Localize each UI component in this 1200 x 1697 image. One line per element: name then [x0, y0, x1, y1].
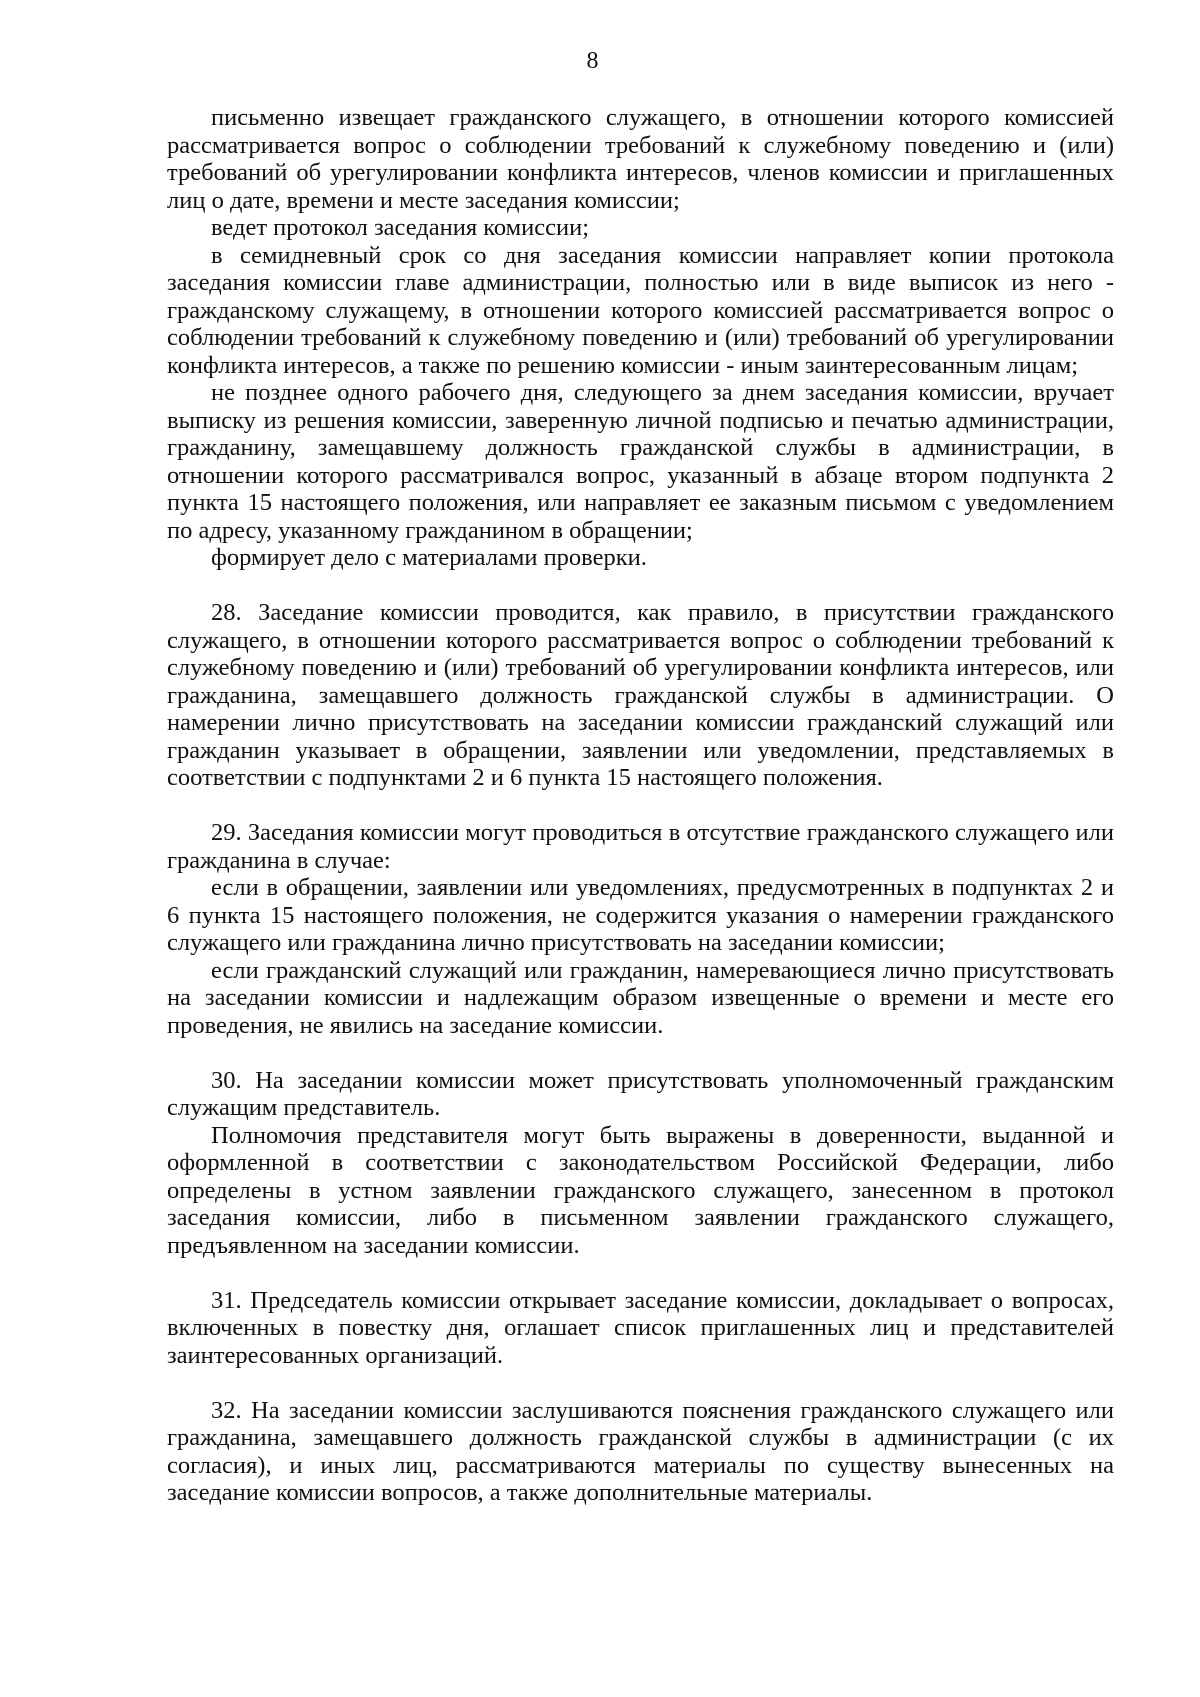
clause-29-case-2: если гражданский служащий или гражданин, намеревающиеся лично присутствовать на заседании комиссии и надлежащим образом извещенные о времени и месте его проведения, не явились на заседание комиссии. — [167, 956, 1114, 1039]
clause-32: 32. На заседании комиссии заслушиваются пояснения гражданского служащего или гражданина, замещавшего должность гражданской службы в администрации (с их согласия), и иных лиц, рассматриваются материалы по существу вынесенных на заседание комиссии вопросов, а также дополнительные материалы. — [167, 1396, 1114, 1506]
page-number: 8 — [586, 48, 599, 74]
clause-28: 28. Заседание комиссии проводится, как правило, в присутствии гражданского служащего, в отношении которого рассматривается вопрос о соблюдении требований к служебному поведению и (или) требований об урегулировании конфликта интересов, или гражданина, замещавшего должность гражданской службы в администрации. О намерении лично присутствовать на заседании комиссии гражданский служащий или гражданин указывает в обращении, заявлении или уведомлении, представляемых в соответствии с подпунктами 2 и 6 пункта 15 настоящего положения. — [167, 599, 1114, 791]
paragraph-extract: не позднее одного рабочего дня, следующего за днем заседания комиссии, вручает выписку из решения комиссии, заверенную личной подписью и печатью администрации, гражданину, замещавшему должность гражданской службы в администрации, в отношении которого рассматривался вопрос, указанный в абзаце втором подпункта 2 пункта 15 настоящего положения, или направляет ее заказным письмом с уведомлением по адресу, указанному гражданином в обращении; — [167, 379, 1114, 544]
paragraph-protocol: ведет протокол заседания комиссии; — [211, 214, 590, 241]
clause-30: 30. На заседании комиссии может присутствовать уполномоченный гражданским служащим представитель. — [167, 1066, 1114, 1121]
clause-30-powers: Полномочия представителя могут быть выражены в доверенности, выданной и оформленной в соответствии с законодательством Российской Федерации, либо определены в устном заявлении гражданского служащего, занесенном в протокол заседания комиссии, либо в письменном заявлении гражданского служащего, предъявленном на заседании комиссии. — [167, 1121, 1114, 1259]
document-body — [167, 104, 1114, 1507]
paragraph-copies: в семидневный срок со дня заседания комиссии направляет копии протокола заседания комиссии главе администрации, полностью или в виде выписок из него - гражданскому служащему, в отношении которого комиссией рассматривается вопрос о соблюдении требований к служебному поведению и (или) требований об урегулировании конфликта интересов, а также по решению комиссии - иным заинтересованным лицам; — [167, 241, 1114, 379]
paragraph-notify: письменно извещает гражданского служащего, в отношении которого комиссией рассматривается вопрос о соблюдении требований к служебному поведению и (или) требований об урегулировании конфликта интересов, членов комиссии и приглашенных лиц о дате, времени и месте заседания комиссии; — [167, 104, 1114, 214]
clause-31: 31. Председатель комиссии открывает заседание комиссии, докладывает о вопросах, включенных в повестку дня, оглашает список приглашенных лиц и представителей заинтересованных организаций. — [167, 1286, 1114, 1369]
clause-29-case-1: если в обращении, заявлении или уведомлениях, предусмотренных в подпунктах 2 и 6 пункта 15 настоящего положения, не содержится указания о намерении гражданского служащего или гражданина лично присутствовать на заседании комиссии; — [167, 874, 1114, 956]
clause-29: 29. Заседания комиссии могут проводиться в отсутствие гражданского служащего или гражданина в случае: — [167, 819, 1114, 874]
paragraph-case-file: формирует дело с материалами проверки. — [211, 544, 647, 571]
